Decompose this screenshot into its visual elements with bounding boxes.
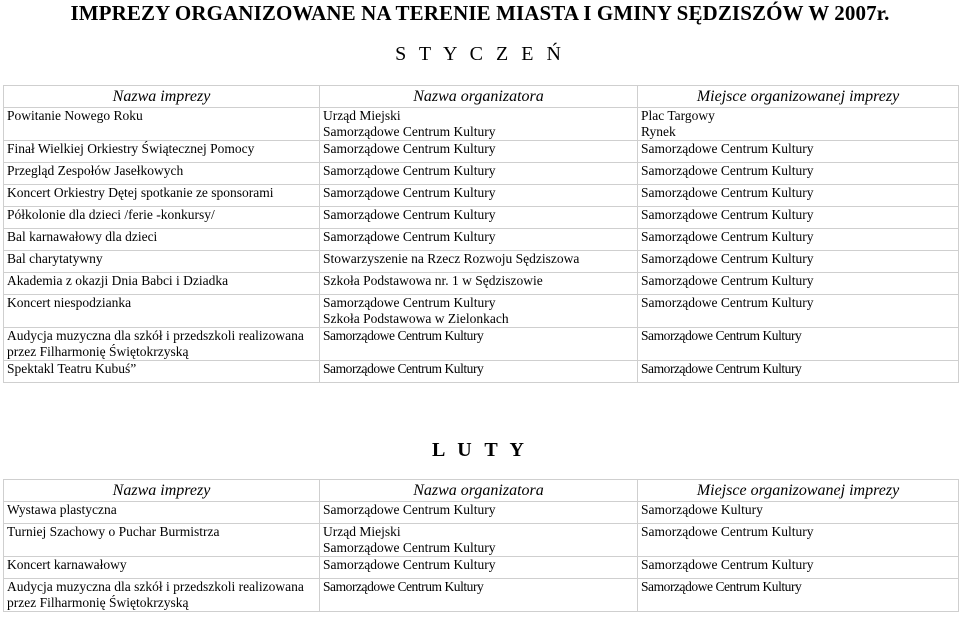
cell-location-line: Samorządowe Centrum Kultury: [641, 361, 802, 376]
cell-event-line: Turniej Szachowy o Puchar Burmistrza: [7, 524, 220, 539]
table-body-january: [4, 108, 959, 383]
cell-location: [638, 229, 959, 251]
table-row: [4, 108, 959, 141]
cell-event-line: Przegląd Zespołów Jasełkowych: [7, 163, 184, 178]
table-row: [4, 229, 959, 251]
cell-location: [638, 273, 959, 295]
cell-event-line: Spektakl Teatru Kubuś”: [7, 361, 137, 376]
table-row: [4, 295, 959, 328]
cell-event: [4, 141, 320, 163]
cell-location: [638, 163, 959, 185]
cell-event: [4, 163, 320, 185]
cell-event: [4, 579, 320, 612]
cell-organizer-line: Samorządowe Centrum Kultury: [323, 163, 496, 178]
cell-location: [638, 361, 959, 383]
cell-location: [638, 328, 959, 361]
cell-organizer-line: Samorządowe Centrum Kultury: [323, 328, 484, 343]
cell-event-line: Finał Wielkiej Orkiestry Świątecznej Pomocy: [7, 141, 255, 156]
cell-location-line: Samorządowe Centrum Kultury: [641, 207, 814, 222]
month-heading-january: S T Y C Z E Ń: [395, 43, 565, 65]
cell-organizer-line: Samorządowe Centrum Kultury: [323, 361, 484, 376]
cell-event: [4, 108, 320, 141]
cell-organizer: [320, 295, 638, 328]
cell-event: [4, 524, 320, 557]
cell-event: [4, 185, 320, 207]
cell-location-line: Samorządowe Centrum Kultury: [641, 295, 814, 310]
column-header-location: Miejsce organizowanej imprezy: [638, 86, 959, 108]
cell-event-line: Bal charytatywny: [7, 251, 103, 266]
cell-organizer-line: Samorządowe Centrum Kultury: [323, 295, 496, 310]
cell-event-line: Wystawa plastyczna: [7, 502, 117, 517]
table-header-row: [4, 86, 959, 108]
events-table-january: [3, 85, 959, 383]
table-header-row: [4, 480, 959, 502]
cell-event-line: przez Filharmonię Świętokrzyską: [7, 344, 189, 359]
cell-event-line: przez Filharmonię Świętokrzyską: [7, 595, 189, 610]
cell-event-line: Powitanie Nowego Roku: [7, 108, 143, 123]
cell-event: [4, 273, 320, 295]
cell-organizer: [320, 207, 638, 229]
table-row: [4, 524, 959, 557]
cell-organizer-line: Samorządowe Centrum Kultury: [323, 502, 496, 517]
cell-organizer: [320, 251, 638, 273]
cell-event-line: Audycja muzyczna dla szkół i przedszkoli realizowana: [7, 328, 304, 343]
table-row: [4, 361, 959, 383]
cell-organizer-line: Samorządowe Centrum Kultury: [323, 579, 484, 594]
cell-location: [638, 524, 959, 557]
cell-organizer: [320, 361, 638, 383]
cell-location: [638, 207, 959, 229]
table-row: [4, 141, 959, 163]
cell-location-line: Samorządowe Centrum Kultury: [641, 273, 814, 288]
cell-event: [4, 229, 320, 251]
cell-organizer-line: Urząd Miejski: [323, 108, 401, 123]
cell-event: [4, 361, 320, 383]
document-title: IMPREZY ORGANIZOWANE NA TERENIE MIASTA I GMINY SĘDZISZÓW W 2007r.: [70, 1, 890, 25]
cell-location-line: Samorządowe Centrum Kultury: [641, 163, 814, 178]
cell-event-line: Audycja muzyczna dla szkół i przedszkoli realizowana: [7, 579, 304, 594]
column-header-event: Nazwa imprezy: [4, 480, 320, 502]
cell-location: [638, 141, 959, 163]
cell-location-line: Samorządowe Centrum Kultury: [641, 141, 814, 156]
column-header-location: Miejsce organizowanej imprezy: [638, 480, 959, 502]
cell-organizer: [320, 229, 638, 251]
cell-location-line: Samorządowe Centrum Kultury: [641, 579, 802, 594]
table-body-february: [4, 502, 959, 612]
cell-event-line: Bal karnawałowy dla dzieci: [7, 229, 158, 244]
cell-organizer: [320, 502, 638, 524]
cell-event-line: Akademia z okazji Dnia Babci i Dziadka: [7, 273, 229, 288]
table-row: [4, 502, 959, 524]
cell-location-line: Samorządowe Centrum Kultury: [641, 524, 814, 539]
cell-event: [4, 207, 320, 229]
cell-event-line: Koncert karnawałowy: [7, 557, 127, 572]
cell-organizer-line: Samorządowe Centrum Kultury: [323, 185, 496, 200]
table-row: [4, 273, 959, 295]
cell-location: [638, 579, 959, 612]
cell-organizer-line: Szkoła Podstawowa nr. 1 w Sędziszowie: [323, 273, 543, 288]
cell-location-line: Samorządowe Centrum Kultury: [641, 557, 814, 572]
cell-location: [638, 557, 959, 579]
cell-location-line: Samorządowe Kultury: [641, 502, 763, 517]
cell-event: [4, 557, 320, 579]
table-row: [4, 328, 959, 361]
table-row: [4, 163, 959, 185]
cell-location: [638, 295, 959, 328]
cell-organizer-line: Samorządowe Centrum Kultury: [323, 557, 496, 572]
cell-organizer: [320, 273, 638, 295]
cell-organizer: [320, 524, 638, 557]
cell-event-line: Koncert niespodzianka: [7, 295, 132, 310]
cell-event: [4, 328, 320, 361]
cell-event: [4, 502, 320, 524]
cell-location-line: Rynek: [641, 124, 676, 139]
events-table-february: [3, 479, 959, 612]
cell-location: [638, 108, 959, 141]
cell-event: [4, 295, 320, 328]
cell-location: [638, 251, 959, 273]
cell-location: [638, 185, 959, 207]
cell-organizer-line: Samorządowe Centrum Kultury: [323, 229, 496, 244]
cell-organizer-line: Samorządowe Centrum Kultury: [323, 141, 496, 156]
cell-location-line: Samorządowe Centrum Kultury: [641, 328, 802, 343]
table-row: [4, 185, 959, 207]
cell-event: [4, 251, 320, 273]
cell-organizer-line: Szkoła Podstawowa w Zielonkach: [323, 311, 509, 326]
cell-location-line: Samorządowe Centrum Kultury: [641, 251, 814, 266]
cell-organizer-line: Samorządowe Centrum Kultury: [323, 207, 496, 222]
cell-organizer: [320, 579, 638, 612]
column-header-organizer: Nazwa organizatora: [320, 480, 638, 502]
cell-organizer: [320, 108, 638, 141]
cell-location-line: Samorządowe Centrum Kultury: [641, 229, 814, 244]
cell-organizer-line: Samorządowe Centrum Kultury: [323, 540, 496, 555]
cell-organizer: [320, 185, 638, 207]
table-row: [4, 207, 959, 229]
cell-event-line: Półkolonie dla dzieci /ferie -konkursy/: [7, 207, 215, 222]
table-row: [4, 579, 959, 612]
column-header-organizer: Nazwa organizatora: [320, 86, 638, 108]
table-row: [4, 557, 959, 579]
cell-organizer: [320, 141, 638, 163]
cell-organizer-line: Urząd Miejski: [323, 524, 401, 539]
cell-organizer: [320, 557, 638, 579]
cell-organizer: [320, 328, 638, 361]
cell-organizer-line: Stowarzyszenie na Rzecz Rozwoju Sędziszowa: [323, 251, 580, 266]
month-heading-february: L U T Y: [432, 439, 528, 461]
cell-organizer: [320, 163, 638, 185]
cell-location-line: Plac Targowy: [641, 108, 715, 123]
cell-location-line: Samorządowe Centrum Kultury: [641, 185, 814, 200]
table-row: [4, 251, 959, 273]
cell-event-line: Koncert Orkiestry Dętej spotkanie ze sponsorami: [7, 185, 274, 200]
column-header-event: Nazwa imprezy: [4, 86, 320, 108]
cell-organizer-line: Samorządowe Centrum Kultury: [323, 124, 496, 139]
cell-location: [638, 502, 959, 524]
